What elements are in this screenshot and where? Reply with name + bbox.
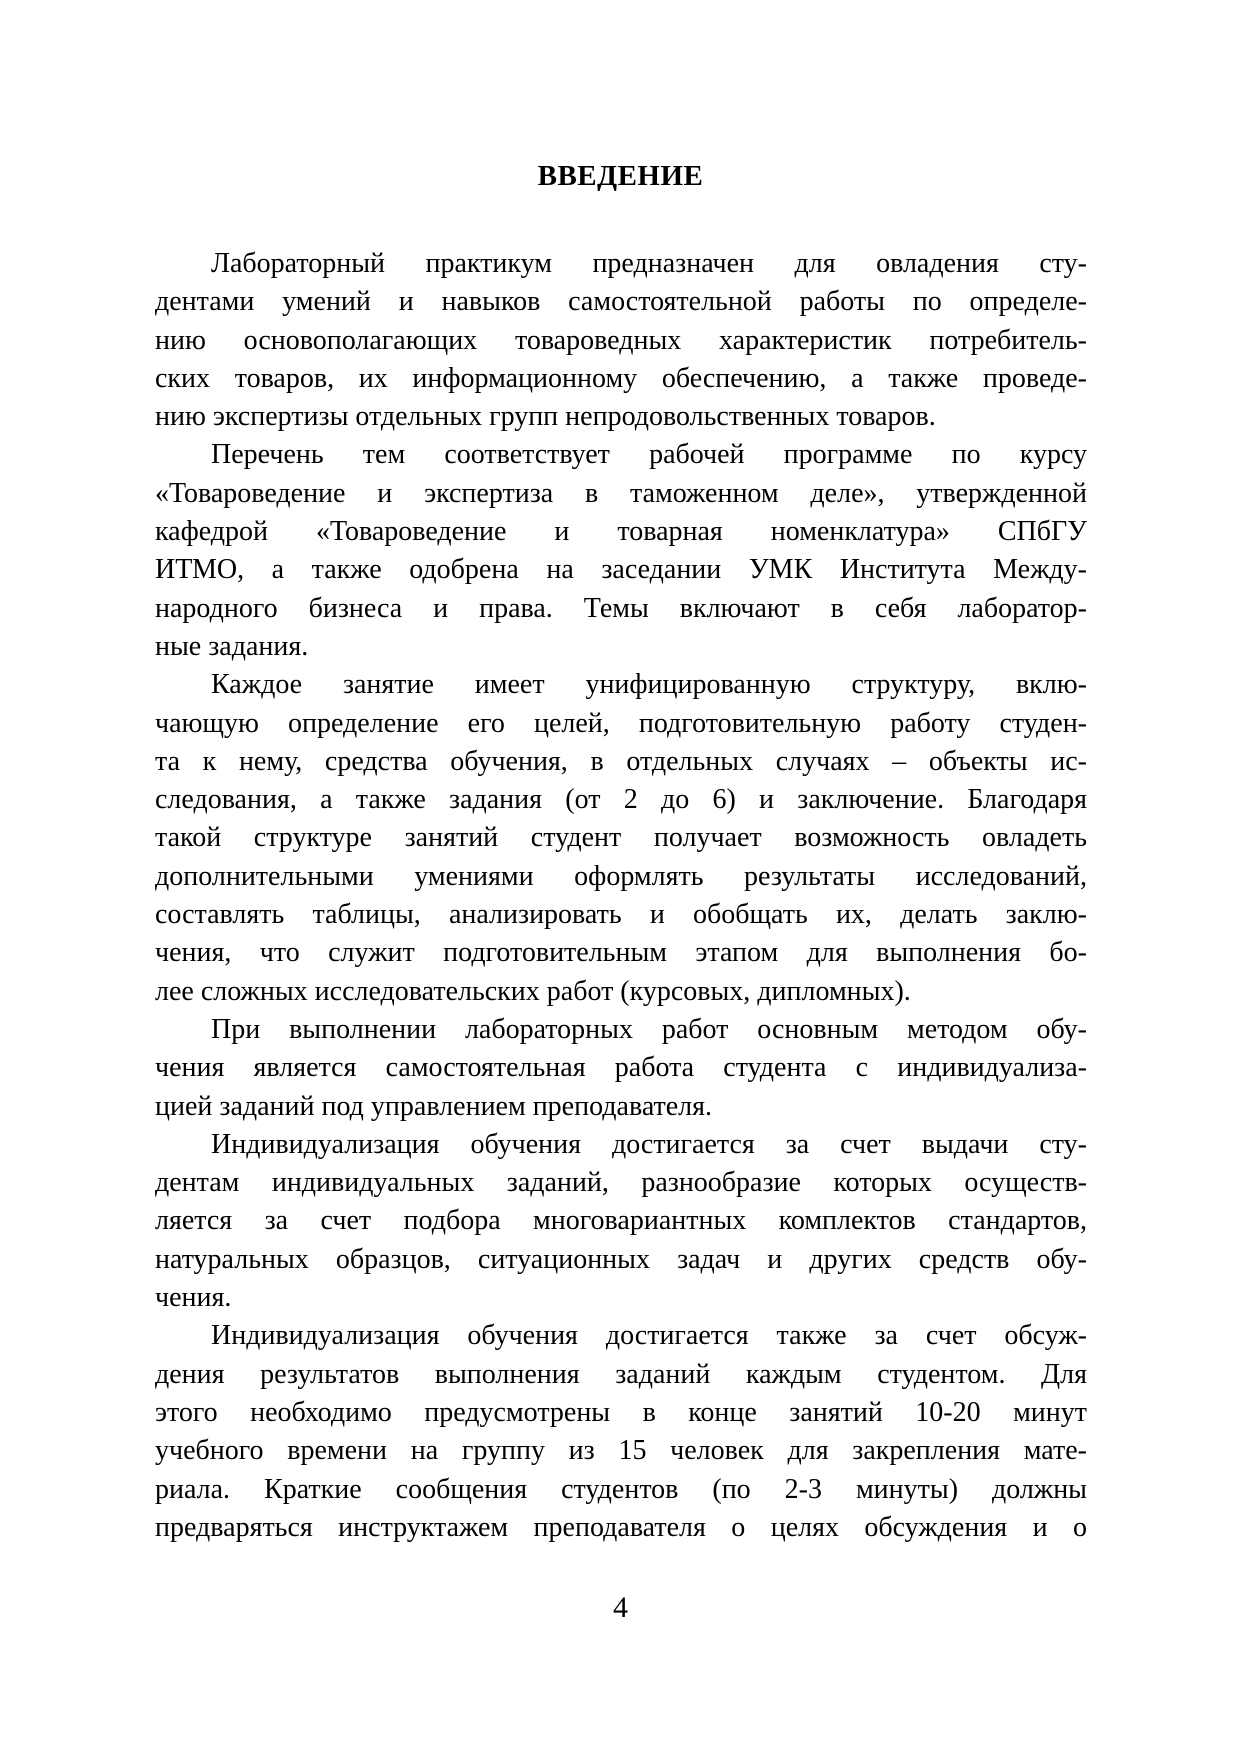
text-line: чения.: [155, 1282, 232, 1314]
text-line: чения, что служит подготовительным этапом для выполнения бо-: [155, 937, 1087, 969]
paragraph: [155, 245, 1087, 436]
text-line: составлять таблицы, анализировать и обобщать их, делать заклю-: [155, 899, 1087, 931]
paragraph: [155, 436, 1087, 666]
text-line: дополнительными умениями оформлять результаты исследований,: [155, 860, 1087, 892]
text-line: Каждое занятие имеет унифицированную структуру, вклю-: [211, 669, 1087, 701]
text-line: чающую определение его целей, подготовительную работу студен-: [155, 707, 1087, 739]
text-line: ляется за счет подбора многовариантных комплектов стандартов,: [155, 1205, 1087, 1237]
text-line: нию основополагающих товароведных характеристик потребитель-: [155, 324, 1087, 356]
text-line: нию экспертизы отдельных групп непродовольственных товаров.: [155, 401, 936, 433]
text-line: дения результатов выполнения заданий каждым студентом. Для: [155, 1358, 1087, 1390]
text-line: учебного времени на группу из 15 человек для закрепления мате-: [155, 1435, 1087, 1467]
text-line: та к нему, средства обучения, в отдельных случаях – объекты ис-: [155, 745, 1087, 777]
text-line: Лабораторный практикум предназначен для овладения сту-: [211, 248, 1087, 279]
text-line: Индивидуализация обучения достигается также за счет обсуж-: [211, 1320, 1087, 1352]
text-line: народного бизнеса и права. Темы включают в себя лаборатор-: [155, 592, 1087, 624]
text-line: Индивидуализация обучения достигается за счет выдачи сту-: [211, 1128, 1087, 1160]
paragraph: [155, 666, 1087, 1011]
page-title: ВВЕДЕНИЕ: [537, 160, 704, 192]
text-line: ских товаров, их информационному обеспечению, а также проведе-: [155, 362, 1087, 394]
paragraph: [155, 1317, 1087, 1547]
text-line: дентам индивидуальных заданий, разнообразие которых осуществ-: [155, 1167, 1087, 1199]
text-line: кафедрой «Товароведение и товарная номенклатура» СПбГУ: [155, 516, 1087, 548]
page-number: 4: [613, 1591, 628, 1624]
text-line: дентами умений и навыков самостоятельной работы по определе-: [155, 286, 1087, 318]
text-line: ные задания.: [155, 630, 309, 662]
body-text: [155, 245, 1087, 1547]
text-line: риала. Краткие сообщения студентов (по 2-3 минуты) должны: [155, 1473, 1087, 1505]
paragraph: [155, 1126, 1087, 1317]
text-line: такой структуре занятий студент получает возможность овладеть: [155, 822, 1087, 854]
text-line: цией заданий под управлением преподавателя.: [155, 1090, 713, 1122]
paragraph: [155, 1011, 1087, 1126]
text-line: этого необходимо предусмотрены в конце занятий 10-20 минут: [155, 1396, 1087, 1428]
text-line: предваряться инструктажем преподавателя о целях обсуждения и о: [155, 1511, 1087, 1543]
text-line: «Товароведение и экспертиза в таможенном деле», утвержденной: [155, 477, 1087, 509]
text-line: лее сложных исследовательских работ (курсовых, дипломных).: [155, 975, 911, 1007]
text-line: ИТМО, а также одобрена на заседании УМК Института Между-: [155, 554, 1087, 586]
text-line: При выполнении лабораторных работ основным методом обу-: [211, 1013, 1087, 1045]
text-line: чения является самостоятельная работа студента с индивидуализа-: [155, 1052, 1087, 1084]
text-line: следования, а также задания (от 2 до 6) и заключение. Благодаря: [155, 784, 1087, 816]
text-line: натуральных образцов, ситуационных задач и других средств обу-: [155, 1243, 1087, 1275]
text-line: Перечень тем соответствует рабочей программе по курсу: [211, 439, 1087, 471]
